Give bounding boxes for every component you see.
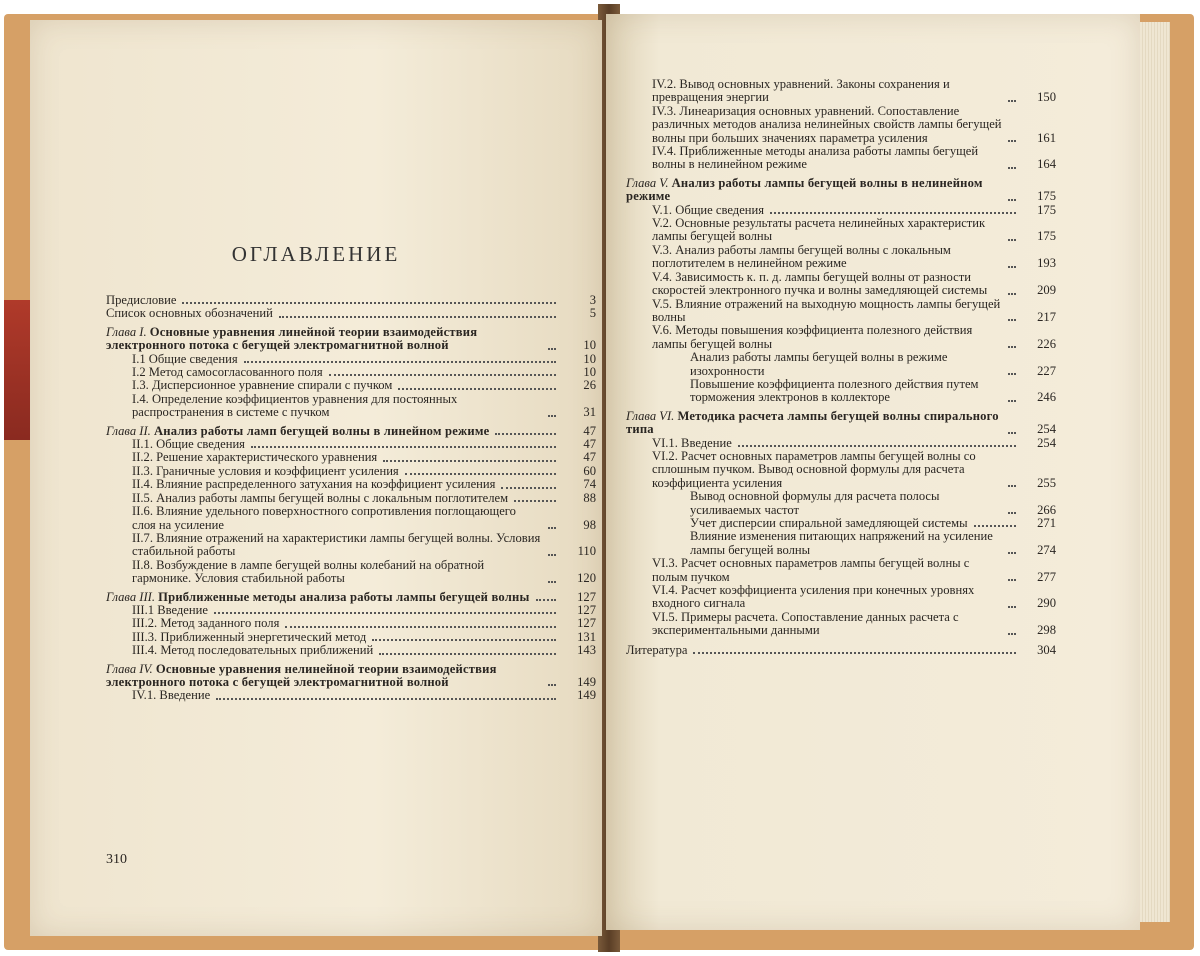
toc-entry-text xyxy=(652,557,1002,584)
toc-entry-label: II.1. xyxy=(132,437,153,452)
toc-entry-title: Список основных обозначений xyxy=(106,306,273,321)
toc-page-number: 217 xyxy=(1037,309,1056,324)
toc-entry xyxy=(106,366,596,379)
toc-entry-label: V.3. xyxy=(652,242,673,257)
toc-entry-text xyxy=(132,532,542,559)
toc-entry-label: IV.2. xyxy=(652,77,677,91)
toc-page-number: 110 xyxy=(577,544,596,559)
toc-page-number: 161 xyxy=(1037,130,1056,145)
toc-entry-title: Вывод основных уравнений. Законы сохранения и превращения энергии xyxy=(652,77,950,105)
toc-entry xyxy=(626,351,1056,378)
leader-dots xyxy=(285,625,556,628)
leader-dots xyxy=(501,486,556,489)
toc-entry xyxy=(106,617,596,630)
leader-dots xyxy=(1008,139,1016,142)
toc-entry-label: VI.1. xyxy=(652,435,678,450)
leader-dots xyxy=(244,360,556,363)
toc-entry-text xyxy=(106,591,530,604)
toc-entry xyxy=(626,437,1056,450)
toc-page-number: 31 xyxy=(583,405,596,420)
leader-dots xyxy=(974,524,1016,527)
toc-entry-label: III.1 xyxy=(132,602,155,617)
toc-entry-text xyxy=(652,324,1002,351)
toc-entry-label: I.2 xyxy=(132,365,146,380)
toc-entry-label: V.1. xyxy=(652,202,673,217)
toc-entry-title: Введение xyxy=(157,602,208,617)
toc-right xyxy=(626,78,1056,657)
toc-entry-title: Возбуждение в лампе бегущей волны колебаний на обратной гармонике. Условия стабильной работы xyxy=(132,557,485,586)
toc-page-number: 127 xyxy=(577,589,596,604)
toc-entry-label: I.1 xyxy=(132,351,146,366)
toc-page-number: 10 xyxy=(583,365,596,380)
toc-entry-title: Дисперсионное уравнение спирали с пучком xyxy=(151,378,393,393)
toc-entry-text xyxy=(626,177,1002,204)
leader-dots xyxy=(1008,484,1016,487)
toc-entry-text xyxy=(626,644,687,657)
toc-entry xyxy=(106,631,596,644)
toc-entry-text xyxy=(690,530,1002,557)
leader-dots xyxy=(548,347,556,350)
leader-dots xyxy=(1008,551,1016,554)
toc-entry-title: Расчет коэффициента усиления при конечных уровнях входного сигнала xyxy=(652,583,975,611)
leader-dots xyxy=(738,444,1016,447)
toc-page-number: 88 xyxy=(583,490,596,505)
toc-page-number: 60 xyxy=(583,463,596,478)
toc-entry-title: Анализ работы лампы бегущей волны с локальным поглотителем в нелинейном режиме xyxy=(652,242,951,271)
toc-entry xyxy=(106,451,596,464)
toc-entry-label: III.2. xyxy=(132,616,158,631)
toc-entry-label: VI.4. xyxy=(652,583,678,598)
toc-page-number: 47 xyxy=(583,450,596,465)
leader-dots xyxy=(216,697,556,700)
toc-entry-title: Приближенный энергетический метод xyxy=(160,629,367,644)
toc-entry-title: Влияние отражений на выходную мощность лампы бегущей волны xyxy=(652,296,1001,324)
left-page xyxy=(30,20,602,936)
toc-entry xyxy=(106,353,596,366)
toc-entry-label: III.4. xyxy=(132,643,158,658)
toc-entry-text xyxy=(132,393,542,420)
toc-entry xyxy=(626,298,1056,325)
toc-entry-title: Граничные условия и коэффициент усиления xyxy=(156,463,399,478)
toc-entry-text xyxy=(652,437,732,450)
toc-entry-text xyxy=(106,326,542,353)
toc-entry-title: Основные уравнения нелинейной теории взаимодействия электронного потока с бегущей электромагнитной волной xyxy=(106,661,497,689)
toc-entry-title: Метод заданного поля xyxy=(160,616,280,631)
toc-entry-text xyxy=(652,204,764,217)
toc-page-number: 304 xyxy=(1037,642,1056,657)
toc-entry-title: Примеры расчета. Сопоставление данных расчета с экспериментальными данными xyxy=(652,609,959,638)
toc-entry-label: Глава III. xyxy=(106,589,155,604)
toc-entry-text xyxy=(106,425,489,438)
toc-entry-text xyxy=(132,505,542,532)
page-number: 310 xyxy=(106,852,127,867)
toc-entry xyxy=(106,689,596,702)
toc-entry-text xyxy=(690,351,1002,378)
leader-dots xyxy=(1008,99,1016,102)
toc-entry xyxy=(106,379,596,392)
toc-page-number: 226 xyxy=(1037,336,1056,351)
toc-page-number: 10 xyxy=(583,351,596,366)
toc-entry-label: II.8. xyxy=(132,557,153,572)
toc-page-number: 254 xyxy=(1037,435,1056,450)
toc-entry-label: V.2. xyxy=(652,216,673,231)
leader-dots xyxy=(1008,166,1016,169)
leader-dots xyxy=(372,638,556,641)
leader-dots xyxy=(279,315,556,318)
toc-page-number: 277 xyxy=(1037,569,1056,584)
toc-entry-text xyxy=(106,307,273,320)
toc-entry xyxy=(626,271,1056,298)
toc-entry xyxy=(626,611,1056,638)
leader-dots xyxy=(383,459,556,462)
toc-entry-label: IV.3. xyxy=(652,103,677,118)
toc-entry-text xyxy=(132,604,208,617)
toc-page-number: 120 xyxy=(577,571,596,586)
leader-dots xyxy=(1008,399,1016,402)
toc-entry-title: Учет дисперсии спиральной замедляющей системы xyxy=(690,516,968,530)
toc-chapter-entry xyxy=(626,177,1056,204)
toc-entry-text xyxy=(652,105,1002,145)
toc-left xyxy=(106,294,596,703)
toc-entry-text xyxy=(132,379,392,392)
toc-chapter-entry xyxy=(106,663,596,690)
toc-entry-text xyxy=(652,611,1002,638)
leader-dots xyxy=(1008,578,1016,581)
toc-entry-text xyxy=(132,353,238,366)
toc-entry xyxy=(626,204,1056,217)
toc-entry-text xyxy=(132,617,279,630)
toc-page-number: 254 xyxy=(1037,422,1056,437)
toc-entry-label: Глава V. xyxy=(626,175,669,190)
toc-entry-title: Общие сведения xyxy=(675,202,765,217)
toc-entry-text xyxy=(652,217,1002,244)
toc-entry xyxy=(106,532,596,559)
toc-entry xyxy=(626,490,1056,517)
toc-entry-label: Глава IV. xyxy=(106,661,153,676)
toc-entry-text xyxy=(132,492,508,505)
toc-entry xyxy=(106,478,596,491)
toc-page-number: 175 xyxy=(1037,202,1056,217)
toc-entry-label: IV.4. xyxy=(652,144,677,159)
toc-entry-text xyxy=(132,644,373,657)
toc-entry-label: Глава I. xyxy=(106,324,147,339)
toc-entry xyxy=(626,105,1056,145)
toc-entry xyxy=(626,145,1056,172)
toc-entry-title: Метод последовательных приближений xyxy=(160,643,374,658)
toc-entry-text xyxy=(690,490,1002,517)
toc-entry-text xyxy=(132,559,542,586)
toc-entry-title: Расчет основных параметров лампы бегущей волны с полым пучком xyxy=(652,556,970,584)
toc-page-number: 74 xyxy=(583,477,596,492)
toc-entry-title: Приближенные методы анализа работы лампы бегущей волны в нелинейном режиме xyxy=(652,144,979,172)
bookmark-ribbon xyxy=(4,300,30,440)
toc-entry-title: Влияние распределенного затухания на коэффициент усиления xyxy=(156,477,496,492)
toc-entry xyxy=(106,559,596,586)
leader-dots xyxy=(548,553,556,556)
toc-entry-label: Глава VI. xyxy=(626,408,675,423)
toc-page-number: 274 xyxy=(1037,542,1056,557)
toc-entry xyxy=(626,530,1056,557)
toc-entry-text xyxy=(132,366,323,379)
toc-entry xyxy=(106,492,596,505)
toc-entry-title: Приближенные методы анализа работы лампы бегущей волны xyxy=(158,589,530,604)
toc-entry-text xyxy=(132,451,377,464)
leader-dots xyxy=(548,526,556,529)
toc-entry-label: I.4. xyxy=(132,391,149,406)
leader-dots xyxy=(1008,632,1016,635)
leader-dots xyxy=(1008,318,1016,321)
toc-entry xyxy=(626,644,1056,657)
toc-entry xyxy=(106,393,596,420)
right-page xyxy=(606,14,1140,930)
toc-entry-title: Анализ работы ламп бегущей волны в линейном режиме xyxy=(153,423,490,438)
leader-dots xyxy=(1008,372,1016,375)
toc-entry-label: II.4. xyxy=(132,477,153,492)
toc-entry xyxy=(106,294,596,307)
toc-entry-title: Решение характеристического уравнения xyxy=(156,450,378,465)
toc-entry-title: Анализ работы лампы бегущей волны в нелинейном режиме xyxy=(626,175,983,204)
toc-entry xyxy=(626,217,1056,244)
toc-entry-title: Введение xyxy=(159,688,211,703)
toc-entry-title: Общие сведения xyxy=(156,437,245,452)
toc-chapter-entry xyxy=(106,591,596,604)
toc-entry-title: Повышение коэффициента полезного действия путем торможения электронов в коллекторе xyxy=(690,376,979,405)
toc-page-number: 26 xyxy=(583,378,596,393)
toc-entry-title: Вывод основной формулы для расчета полосы усиливаемых частот xyxy=(690,489,940,517)
leader-dots xyxy=(182,301,556,304)
toc-entry-label: IV.1. xyxy=(132,688,157,703)
toc-entry xyxy=(106,465,596,478)
toc-entry-text xyxy=(652,584,1002,611)
leader-dots xyxy=(329,373,556,376)
leader-dots xyxy=(770,211,1016,214)
toc-entry-title: Зависимость к. п. д. лампы бегущей волны от разности скоростей электронного пучка и волны замедляющей системы xyxy=(652,269,988,298)
toc-entry-text xyxy=(690,517,968,530)
toc-entry xyxy=(626,584,1056,611)
toc-entry xyxy=(626,324,1056,351)
toc-entry-label: I.3. xyxy=(132,378,149,393)
toc-entry-text xyxy=(132,689,210,702)
toc-title: ОГЛАВЛЕНИЕ xyxy=(231,242,401,266)
toc-page-number: 175 xyxy=(1037,229,1056,244)
toc-entry xyxy=(106,438,596,451)
toc-entry-title: Методы повышения коэффициента полезного действия лампы бегущей волны xyxy=(652,323,973,351)
toc-page-number: 227 xyxy=(1037,363,1056,378)
leader-dots xyxy=(1008,198,1016,201)
toc-page-number: 149 xyxy=(577,688,596,703)
leader-dots xyxy=(548,683,556,686)
toc-entry-title: Метод самосогласованного поля xyxy=(148,365,323,380)
toc-entry-title: Расчет основных параметров лампы бегущей волны со сплошным пучком. Вывод основной формулы для расчета коэффициента усиления xyxy=(652,448,976,490)
toc-page-number: 5 xyxy=(589,306,596,321)
toc-entry-text xyxy=(106,663,542,690)
toc-entry-label: II.5. xyxy=(132,490,153,505)
toc-page-number: 10 xyxy=(583,338,596,353)
toc-chapter-entry xyxy=(626,410,1056,437)
leader-dots xyxy=(405,472,556,475)
toc-entry-label: II.7. xyxy=(132,530,153,545)
toc-entry-title: Влияние удельного поверхностного сопротивления поглощающего слоя на усиление xyxy=(132,504,516,532)
toc-page-number: 143 xyxy=(577,643,596,658)
toc-entry-text xyxy=(652,78,1002,105)
toc-entry-title: Анализ работы лампы бегущей волны с локальным поглотителем xyxy=(156,490,509,505)
toc-entry-text xyxy=(690,378,1002,405)
leader-dots xyxy=(1008,265,1016,268)
leader-dots xyxy=(1008,511,1016,514)
toc-entry-label: II.2. xyxy=(132,450,153,465)
leader-dots xyxy=(548,414,556,417)
toc-page-number: 150 xyxy=(1037,90,1056,105)
toc-entry xyxy=(626,244,1056,271)
toc-entry-title: Влияние отражений на характеристики лампы бегущей волны. Условия стабильной работы xyxy=(132,530,541,559)
toc-page-number: 209 xyxy=(1037,283,1056,298)
toc-entry-text xyxy=(132,478,495,491)
toc-entry-title: Общие сведения xyxy=(148,351,238,366)
toc-entry-label: VI.3. xyxy=(652,556,678,571)
toc-entry xyxy=(106,604,596,617)
toc-page-number: 149 xyxy=(577,674,596,689)
toc-entry-label: II.6. xyxy=(132,504,153,519)
toc-entry-title: Предисловие xyxy=(106,293,177,307)
toc-entry-text xyxy=(652,298,1002,325)
toc-entry xyxy=(626,78,1056,105)
toc-page-number: 193 xyxy=(1037,256,1056,271)
toc-page-number: 3 xyxy=(589,293,596,307)
toc-entry-label: VI.5. xyxy=(652,609,678,624)
toc-page-number: 298 xyxy=(1037,623,1056,638)
leader-dots xyxy=(214,611,556,614)
toc-entry-label: III.3. xyxy=(132,629,158,644)
toc-entry-label: V.6. xyxy=(652,323,673,338)
toc-page-number: 127 xyxy=(577,616,596,631)
page-edges xyxy=(1140,22,1170,922)
toc-page-number: 271 xyxy=(1037,516,1056,530)
leader-dots xyxy=(1008,345,1016,348)
toc-entry-label: VI.2. xyxy=(652,448,678,463)
toc-entry xyxy=(106,505,596,532)
toc-page-number: 164 xyxy=(1037,157,1056,172)
leader-dots xyxy=(1008,238,1016,241)
toc-page-number: 246 xyxy=(1037,390,1056,405)
toc-entry-text xyxy=(106,294,176,307)
toc-entry-label: II.3. xyxy=(132,463,153,478)
toc-entry-text xyxy=(132,438,245,451)
toc-chapter-entry xyxy=(106,326,596,353)
toc-page-number: 175 xyxy=(1037,189,1056,204)
toc-page-number: 290 xyxy=(1037,596,1056,611)
toc-entry-title: Определение коэффициентов уравнения для постоянных распространения в системе с пучком xyxy=(132,391,458,420)
toc-page-number: 47 xyxy=(583,437,596,452)
leader-dots xyxy=(514,499,556,502)
toc-entry-title: Влияние изменения питающих напряжений на усиление лампы бегущей волны xyxy=(690,529,993,557)
toc-page-number: 127 xyxy=(577,602,596,617)
leader-dots xyxy=(548,580,556,583)
toc-page-number: 98 xyxy=(583,517,596,532)
toc-entry-label: V.5. xyxy=(652,296,673,311)
toc-entry xyxy=(626,557,1056,584)
leader-dots xyxy=(379,652,556,655)
toc-entry-text xyxy=(652,244,1002,271)
toc-entry xyxy=(626,378,1056,405)
leader-dots xyxy=(693,651,1016,654)
leader-dots xyxy=(1008,292,1016,295)
toc-entry-text xyxy=(626,410,1002,437)
toc-entry-label: V.4. xyxy=(652,269,673,284)
toc-page-number: 131 xyxy=(577,629,596,644)
toc-entry xyxy=(626,450,1056,490)
toc-page-number: 47 xyxy=(583,423,596,438)
toc-entry-title: Основные уравнения линейной теории взаимодействия электронного потока с бегущей электромагнитной волной xyxy=(106,324,478,353)
leader-dots xyxy=(398,387,556,390)
toc-entry-title: Основные результаты расчета нелинейных характеристик лампы бегущей волны xyxy=(652,216,986,244)
toc-entry-text xyxy=(652,271,1002,298)
toc-entry-title: Литература xyxy=(626,642,688,657)
leader-dots xyxy=(536,598,557,601)
toc-entry xyxy=(106,307,596,320)
toc-entry-text xyxy=(652,450,1002,490)
toc-entry xyxy=(106,644,596,657)
toc-entry-label: Глава II. xyxy=(106,423,151,438)
toc-page-number: 266 xyxy=(1037,502,1056,517)
toc-entry xyxy=(626,517,1056,530)
toc-entry-title: Анализ работы лампы бегущей волны в режиме изохронности xyxy=(690,350,948,378)
leader-dots xyxy=(1008,605,1016,608)
leader-dots xyxy=(1008,431,1016,434)
toc-entry-title: Введение xyxy=(681,435,732,450)
toc-entry-text xyxy=(132,631,366,644)
toc-entry-text xyxy=(132,465,399,478)
toc-entry-text xyxy=(652,145,1002,172)
toc-chapter-entry xyxy=(106,425,596,438)
leader-dots xyxy=(251,445,556,448)
toc-entry-title: Линеаризация основных уравнений. Сопоставление различных методов анализа нелинейных свойств лампы бегущей волны при больших значениях параметра усиления xyxy=(652,103,1002,145)
toc-page-number: 255 xyxy=(1037,475,1056,490)
toc-entry-title: Методика расчета лампы бегущей волны спирального типа xyxy=(626,408,999,437)
leader-dots xyxy=(495,432,556,435)
